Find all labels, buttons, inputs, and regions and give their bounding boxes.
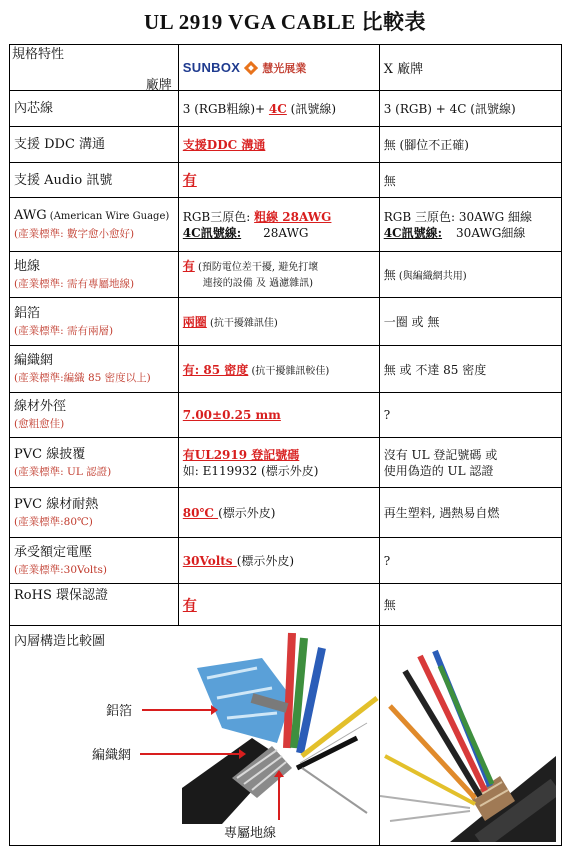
- x-value-cell: ?: [379, 393, 561, 438]
- sunbox-value-cell: 有 (預防電位差干擾, 避免打壞 連接的設備 及 過濾雜訊): [178, 252, 379, 298]
- x-value-cell: ?: [379, 538, 561, 584]
- ground-arrow-line: [278, 776, 280, 820]
- x-value-cell: 無 或 不達 85 密度: [379, 346, 561, 393]
- brand-header-label: 廠牌: [145, 77, 172, 91]
- sunbox-logo: SUNBOX 慧光展業: [182, 60, 307, 75]
- braid-arrow: [140, 753, 240, 755]
- sunbox-value-cell: 30Volts (標示外皮): [178, 538, 379, 584]
- sunbox-value-cell: 7.00±0.25 mm: [178, 393, 379, 438]
- sunbox-value-cell: 有: [178, 163, 379, 198]
- sunbox-value-cell: RGB三原色: 粗線 28AWG 4C訊號線: 28AWG: [178, 198, 379, 252]
- page-title: UL 2919 VGA CABLE 比較表: [144, 10, 426, 34]
- spec-cell: 鋁箔 (產業標準: 需有兩層): [10, 298, 179, 346]
- x-value-cell: 一圈 或 無: [379, 298, 561, 346]
- sunbox-value-cell: 80℃ (標示外皮): [178, 488, 379, 538]
- x-brand-cable-photo: [380, 626, 556, 842]
- spec-header-label: 規格特性: [12, 46, 65, 62]
- photo-cell-sunbox: [10, 626, 380, 846]
- spec-cell: 內芯線: [10, 91, 179, 127]
- ground-label: 專屬地線: [224, 826, 277, 841]
- x-value-cell: 無: [379, 584, 561, 626]
- sunbox-brand-cell: [178, 45, 379, 91]
- spec-cell: RoHS 環保認證: [10, 584, 179, 626]
- x-value-cell: 無 (腳位不正確): [379, 127, 561, 163]
- sunbox-value-cell: 有: [178, 584, 379, 626]
- comparison-table: [9, 44, 562, 846]
- sunbox-cable-photo: [182, 628, 379, 824]
- sunbox-value-cell: 支援DDC 溝通: [178, 127, 379, 163]
- sunbox-value-cell: 兩圈 (抗干擾雜訊佳): [178, 298, 379, 346]
- spec-cell: 線材外徑 (愈粗愈佳): [10, 393, 179, 438]
- spec-cell: 支援 Audio 訊號: [10, 163, 179, 198]
- x-value-cell: 3 (RGB) + 4C (訊號線): [379, 91, 561, 127]
- spec-cell: PVC 線材耐熱 (產業標準:80℃): [10, 488, 179, 538]
- x-value-cell: 再生塑料, 遇熱易自燃: [379, 488, 561, 538]
- header-corner-cell: [10, 45, 179, 91]
- spec-cell: 承受額定電壓 (產業標準:30Volts): [10, 538, 179, 584]
- foil-arrow: [142, 709, 212, 711]
- x-value-cell: 無: [379, 163, 561, 198]
- foil-label: 鋁箔: [106, 704, 133, 719]
- photo-row-label: 內層構造比較圖: [14, 634, 106, 649]
- spec-cell: 編織網 (產業標準:編織 85 密度以上): [10, 346, 179, 393]
- photo-cell-x: [379, 626, 561, 846]
- spec-cell: 地線 (產業標準: 需有專屬地線): [10, 252, 179, 298]
- sunbox-value-cell: 3 (RGB粗線)+ 4C (訊號線): [178, 91, 379, 127]
- ground-arrow-head: [274, 770, 284, 777]
- x-value-cell: RGB 三原色: 30AWG 細線 4C訊號線: 30AWG細線: [379, 198, 561, 252]
- spec-cell: AWG (American Wire Guage) (產業標準: 數字愈小愈好): [10, 198, 179, 252]
- spec-cell: PVC 線披覆 (產業標準: UL 認證): [10, 438, 179, 488]
- spec-cell: 支援 DDC 溝通: [10, 127, 179, 163]
- sunbox-value-cell: 有: 85 密度 (抗干擾雜訊較佳): [178, 346, 379, 393]
- braid-label: 編織網: [92, 748, 132, 763]
- x-brand-cell: X 廠牌: [379, 45, 561, 91]
- x-value-cell: 無 (與編織網共用): [379, 252, 561, 298]
- sunbox-diamond-icon: [244, 61, 258, 75]
- x-value-cell: 沒有 UL 登記號碼 或 使用偽造的 UL 認證: [379, 438, 561, 488]
- sunbox-value-cell: 有UL2919 登記號碼 如: E119932 (標示外皮): [178, 438, 379, 488]
